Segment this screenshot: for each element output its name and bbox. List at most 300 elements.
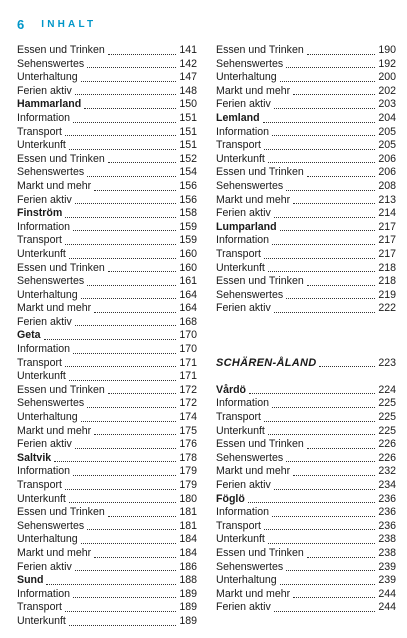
dot-leader xyxy=(69,502,176,503)
dot-leader xyxy=(264,149,375,150)
toc-entry[interactable] xyxy=(17,58,197,72)
toc-entry-label: Sehenswertes xyxy=(17,166,85,179)
toc-entry-page: 148 xyxy=(179,84,197,97)
dot-leader xyxy=(280,584,376,585)
toc-entry[interactable] xyxy=(216,506,396,520)
toc-entry-page: 142 xyxy=(179,57,197,70)
toc-entry-label: Unterkunft xyxy=(216,152,265,165)
toc-entry-page: 159 xyxy=(179,234,197,247)
dot-leader xyxy=(65,611,176,612)
dot-leader xyxy=(264,258,375,259)
toc-entry-page: 156 xyxy=(179,193,197,206)
dot-leader xyxy=(272,516,375,517)
toc-entry-page: 156 xyxy=(179,179,197,192)
toc-entry-label: Vårdö xyxy=(216,383,247,396)
dot-leader xyxy=(263,122,376,123)
toc-entry-label: Sehenswertes xyxy=(216,57,284,70)
toc-entry-page: 178 xyxy=(179,451,197,464)
toc-section-entry[interactable] xyxy=(216,493,396,507)
toc-entry-label: Information xyxy=(216,506,269,519)
dot-leader xyxy=(75,203,177,204)
toc-entry-label: Sehenswertes xyxy=(216,560,284,573)
toc-entry[interactable] xyxy=(17,547,197,561)
toc-entry-label: Essen und Trinken xyxy=(17,152,105,165)
dot-leader xyxy=(94,190,176,191)
dot-leader xyxy=(87,285,176,286)
dot-leader xyxy=(264,421,375,422)
toc-entry[interactable] xyxy=(17,248,197,262)
toc-entry-label: Unterhaltung xyxy=(216,71,277,84)
toc-left-column xyxy=(17,44,197,629)
toc-entry-page: 168 xyxy=(179,315,197,328)
toc-entry-label: Ferien aktiv xyxy=(17,315,72,328)
toc-entry-label: Geta xyxy=(17,329,41,342)
dot-leader xyxy=(65,244,176,245)
dot-leader xyxy=(272,135,375,136)
toc-entry-page: 172 xyxy=(179,397,197,410)
toc-entry[interactable] xyxy=(17,262,197,276)
toc-entry-page: 171 xyxy=(179,370,197,383)
dot-leader xyxy=(286,190,375,191)
toc-entry-page: 214 xyxy=(378,207,396,220)
toc-entry[interactable] xyxy=(17,520,197,534)
dot-leader xyxy=(280,230,376,231)
dot-leader xyxy=(73,353,176,354)
toc-entry[interactable] xyxy=(216,574,396,588)
toc-entry-label: Transport xyxy=(216,519,261,532)
toc-entry-label: Information xyxy=(17,111,70,124)
toc-entry-page: 218 xyxy=(378,275,396,288)
toc-entry-page: 213 xyxy=(378,193,396,206)
page-header xyxy=(17,14,96,34)
toc-entry[interactable] xyxy=(17,438,197,452)
toc-spacer xyxy=(216,329,396,343)
toc-entry[interactable] xyxy=(17,112,197,126)
toc-entry-label: Essen und Trinken xyxy=(216,166,304,179)
toc-entry-page: 218 xyxy=(378,261,396,274)
page-title: INHALT xyxy=(41,18,97,30)
toc-entry-page: 239 xyxy=(378,574,396,587)
dot-leader xyxy=(108,54,177,55)
toc-entry-page: 160 xyxy=(179,247,197,260)
toc-entry-label: Ferien aktiv xyxy=(216,98,271,111)
toc-entry[interactable] xyxy=(216,139,396,153)
toc-entry[interactable] xyxy=(17,343,197,357)
toc-entry-label: Information xyxy=(17,343,70,356)
toc-entry-page: 223 xyxy=(378,356,396,369)
toc-entry[interactable] xyxy=(17,289,197,303)
toc-entry-label: Transport xyxy=(17,234,62,247)
toc-entry-label: Markt und mehr xyxy=(216,587,291,600)
toc-entry-page: 180 xyxy=(179,492,197,505)
toc-entry-page: 189 xyxy=(179,614,197,627)
toc-section-entry[interactable] xyxy=(17,574,197,588)
toc-entry[interactable] xyxy=(216,126,396,140)
toc-entry-label: Unterhaltung xyxy=(17,533,78,546)
toc-entry[interactable] xyxy=(216,234,396,248)
toc-entry-page: 222 xyxy=(378,302,396,315)
toc-entry[interactable] xyxy=(216,465,396,479)
toc-entry-page: 205 xyxy=(378,139,396,152)
dot-leader xyxy=(108,516,177,517)
dot-leader xyxy=(249,393,375,394)
toc-entry-page: 224 xyxy=(378,383,396,396)
toc-entry-label: Ferien aktiv xyxy=(17,438,72,451)
dot-leader xyxy=(65,217,176,218)
toc-entry[interactable] xyxy=(216,520,396,534)
toc-entry-page: 205 xyxy=(378,125,396,138)
dot-leader xyxy=(248,502,375,503)
toc-entry-label: Unterkunft xyxy=(17,492,66,505)
dot-leader xyxy=(264,529,375,530)
dot-leader xyxy=(44,339,177,340)
dot-leader xyxy=(87,407,176,408)
toc-entry-label: Unterhaltung xyxy=(17,288,78,301)
toc-entry-label: Ferien aktiv xyxy=(216,207,271,220)
toc-entry-label: Lumparland xyxy=(216,220,277,233)
dot-leader xyxy=(73,475,176,476)
toc-entry[interactable] xyxy=(17,166,197,180)
toc-entry-page: 184 xyxy=(179,533,197,546)
toc-entry-page: 160 xyxy=(179,261,197,274)
toc-entry[interactable] xyxy=(17,588,197,602)
toc-entry-page: 147 xyxy=(179,71,197,84)
dot-leader xyxy=(69,258,176,259)
dot-leader xyxy=(286,67,375,68)
dot-leader xyxy=(108,271,177,272)
toc-entry-label: Markt und mehr xyxy=(17,424,92,437)
toc-entry-page: 225 xyxy=(378,411,396,424)
toc-entry-page: 232 xyxy=(378,465,396,478)
toc-entry-page: 181 xyxy=(179,506,197,519)
dot-leader xyxy=(293,203,375,204)
dot-leader xyxy=(69,625,176,626)
dot-leader xyxy=(87,67,176,68)
toc-entry[interactable] xyxy=(216,207,396,221)
toc-entry[interactable] xyxy=(216,302,396,316)
toc-entry[interactable] xyxy=(216,194,396,208)
toc-entry[interactable] xyxy=(17,425,197,439)
toc-entry[interactable] xyxy=(17,221,197,235)
dot-leader xyxy=(75,94,177,95)
dot-leader xyxy=(268,271,375,272)
dot-leader xyxy=(75,448,177,449)
dot-leader xyxy=(286,298,375,299)
dot-leader xyxy=(274,312,376,313)
toc-entry-label: Essen und Trinken xyxy=(216,44,304,56)
toc-entry-page: 217 xyxy=(378,234,396,247)
toc-entry[interactable] xyxy=(17,71,197,85)
toc-entry-page: 236 xyxy=(378,506,396,519)
toc-section-entry[interactable] xyxy=(216,221,396,235)
dot-leader xyxy=(94,557,176,558)
toc-entry-label: Ferien aktiv xyxy=(17,193,72,206)
dot-leader xyxy=(293,94,375,95)
dot-leader xyxy=(87,176,176,177)
dot-leader xyxy=(65,366,176,367)
toc-entry-label: Ferien aktiv xyxy=(216,601,271,614)
toc-entry-page: 226 xyxy=(378,451,396,464)
toc-entry-page: 172 xyxy=(179,383,197,396)
toc-entry-page: 164 xyxy=(179,302,197,315)
toc-entry-label: Ferien aktiv xyxy=(216,479,271,491)
toc-entry-label: Essen und Trinken xyxy=(17,261,105,274)
toc-entry[interactable] xyxy=(216,533,396,547)
toc-entry[interactable] xyxy=(17,493,197,507)
dot-leader xyxy=(94,434,176,435)
toc-entry[interactable] xyxy=(216,452,396,466)
toc-entry[interactable] xyxy=(216,547,396,561)
toc-entry-page: 184 xyxy=(179,546,197,559)
toc-entry-page: 200 xyxy=(378,71,396,84)
toc-entry[interactable] xyxy=(17,615,197,629)
toc-entry-page: 204 xyxy=(378,111,396,124)
toc-entry[interactable] xyxy=(17,533,197,547)
toc-entry-page: 234 xyxy=(378,479,396,491)
toc-entry-label: Unterkunft xyxy=(17,370,66,383)
toc-entry-label: Information xyxy=(216,234,269,247)
toc-entry-label: Sehenswertes xyxy=(17,397,85,410)
toc-entry[interactable] xyxy=(216,561,396,575)
toc-spacer xyxy=(216,370,396,384)
toc-entry[interactable] xyxy=(17,139,197,153)
dot-leader xyxy=(81,298,177,299)
dot-leader xyxy=(81,543,177,544)
toc-entry-label: Transport xyxy=(216,247,261,260)
toc-entry-page: 206 xyxy=(378,152,396,165)
toc-entry-label: Lemland xyxy=(216,111,260,124)
toc-entry[interactable] xyxy=(216,289,396,303)
toc-entry-label: Information xyxy=(17,220,70,233)
toc-entry-page: 219 xyxy=(378,288,396,301)
toc-entry[interactable] xyxy=(216,44,396,58)
toc-entry[interactable] xyxy=(17,465,197,479)
toc-entry-page: 164 xyxy=(179,288,197,301)
toc-section-entry[interactable] xyxy=(17,207,197,221)
toc-entry[interactable] xyxy=(216,411,396,425)
toc-entry[interactable] xyxy=(17,153,197,167)
dot-leader xyxy=(46,584,176,585)
toc-entry-label: Unterkunft xyxy=(17,139,66,152)
dot-leader xyxy=(81,81,177,82)
toc-entry[interactable] xyxy=(216,588,396,602)
toc-entry-label: Sehenswertes xyxy=(17,519,85,532)
dot-leader xyxy=(73,122,176,123)
toc-entry[interactable] xyxy=(216,153,396,167)
toc-entry[interactable] xyxy=(17,601,197,615)
toc-entry-label: Essen und Trinken xyxy=(216,275,304,288)
toc-entry-page: 186 xyxy=(179,560,197,573)
toc-entry[interactable] xyxy=(17,126,197,140)
toc-entry-label: Finström xyxy=(17,207,63,220)
dot-leader xyxy=(54,461,176,462)
toc-entry-label: Markt und mehr xyxy=(216,193,291,206)
toc-entry-label: Markt und mehr xyxy=(216,84,291,97)
toc-entry[interactable] xyxy=(17,316,197,330)
toc-entry-label: Information xyxy=(216,125,269,138)
dot-leader xyxy=(75,570,177,571)
toc-entry-page: 189 xyxy=(179,601,197,614)
dot-leader xyxy=(307,176,376,177)
toc-entry-label: Föglö xyxy=(216,492,245,505)
toc-entry[interactable] xyxy=(17,561,197,575)
dot-leader xyxy=(293,597,375,598)
dot-leader xyxy=(319,366,375,367)
toc-entry[interactable] xyxy=(17,234,197,248)
toc-entry-label: Markt und mehr xyxy=(17,546,92,559)
toc-section-entry[interactable] xyxy=(17,98,197,112)
toc-entry-label: Unterkunft xyxy=(17,614,66,627)
toc-entry-label: SCHÄREN-ÅLAND xyxy=(216,356,317,369)
toc-entry-page: 225 xyxy=(378,424,396,437)
toc-entry-label: Sehenswertes xyxy=(17,57,85,70)
toc-entry-label: Transport xyxy=(17,356,62,369)
toc-entry-page: 141 xyxy=(179,44,197,56)
toc-entry-label: Sehenswertes xyxy=(216,179,284,192)
dot-leader xyxy=(94,312,176,313)
toc-entry[interactable] xyxy=(216,601,396,615)
toc-section-entry[interactable] xyxy=(17,452,197,466)
dot-leader xyxy=(280,81,376,82)
toc-entry[interactable] xyxy=(216,479,396,493)
toc-section-entry[interactable] xyxy=(216,112,396,126)
toc-entry-label: Essen und Trinken xyxy=(216,438,304,451)
dot-leader xyxy=(272,407,375,408)
toc-entry-page: 202 xyxy=(378,84,396,97)
toc-entry-label: Transport xyxy=(216,139,261,152)
toc-entry-page: 181 xyxy=(179,519,197,532)
dot-leader xyxy=(108,393,177,394)
toc-entry[interactable] xyxy=(17,370,197,384)
toc-entry-page: 158 xyxy=(179,207,197,220)
toc-entry-page: 238 xyxy=(378,533,396,546)
toc-entry[interactable] xyxy=(17,384,197,398)
dot-leader xyxy=(293,475,375,476)
toc-entry-page: 236 xyxy=(378,492,396,505)
dot-leader xyxy=(307,54,376,55)
dot-leader xyxy=(274,108,376,109)
toc-entry-page: 203 xyxy=(378,98,396,111)
toc-entry-label: Ferien aktiv xyxy=(17,84,72,97)
page-number: 6 xyxy=(17,16,25,32)
toc-entry-label: Transport xyxy=(17,125,62,138)
toc-entry-page: 159 xyxy=(179,220,197,233)
toc-entry-label: Information xyxy=(17,587,70,600)
toc-entry-label: Unterkunft xyxy=(216,533,265,546)
toc-entry[interactable] xyxy=(17,194,197,208)
toc-entry-page: 174 xyxy=(179,411,197,424)
toc-entry[interactable] xyxy=(216,180,396,194)
dot-leader xyxy=(272,244,375,245)
toc-entry-page: 189 xyxy=(179,587,197,600)
toc-section-entry[interactable] xyxy=(216,384,396,398)
dot-leader xyxy=(108,162,177,163)
toc-entry-label: Essen und Trinken xyxy=(17,506,105,519)
toc-entry-label: Ferien aktiv xyxy=(17,560,72,573)
toc-entry-page: 244 xyxy=(378,587,396,600)
dot-leader xyxy=(274,217,376,218)
toc-entry-page: 151 xyxy=(179,139,197,152)
toc-entry[interactable] xyxy=(17,479,197,493)
toc-entry-page: 175 xyxy=(179,424,197,437)
toc-entry[interactable] xyxy=(17,44,197,58)
toc-entry-page: 238 xyxy=(378,546,396,559)
toc-entry-page: 236 xyxy=(378,519,396,532)
toc-entry-page: 170 xyxy=(179,343,197,356)
toc-entry[interactable] xyxy=(216,262,396,276)
dot-leader xyxy=(75,325,177,326)
toc-section-entry[interactable] xyxy=(17,329,197,343)
dot-leader xyxy=(81,421,177,422)
toc-entry[interactable] xyxy=(216,275,396,289)
toc-entry-label: Unterkunft xyxy=(17,247,66,260)
toc-entry[interactable] xyxy=(17,85,197,99)
toc-entry[interactable] xyxy=(17,397,197,411)
toc-entry-page: 179 xyxy=(179,465,197,478)
toc-entry-label: Sehenswertes xyxy=(216,451,284,464)
toc-entry[interactable] xyxy=(17,357,197,371)
toc-entry-page: 154 xyxy=(179,166,197,179)
dot-leader xyxy=(274,611,376,612)
toc-entry[interactable] xyxy=(17,411,197,425)
dot-leader xyxy=(65,489,176,490)
toc-entry-label: Essen und Trinken xyxy=(17,383,105,396)
toc-entry[interactable] xyxy=(216,166,396,180)
toc-entry[interactable] xyxy=(216,425,396,439)
toc-entry[interactable] xyxy=(216,438,396,452)
toc-entry-label: Essen und Trinken xyxy=(17,44,105,56)
dot-leader xyxy=(69,149,176,150)
toc-entry-label: Transport xyxy=(216,411,261,424)
toc-entry-label: Unterhaltung xyxy=(17,71,78,84)
toc-entry[interactable] xyxy=(17,275,197,289)
toc-entry-label: Markt und mehr xyxy=(17,302,92,315)
dot-leader xyxy=(73,230,176,231)
toc-entry[interactable] xyxy=(216,58,396,72)
toc-entry-label: Transport xyxy=(17,601,62,614)
toc-entry[interactable] xyxy=(17,506,197,520)
toc-chapter-entry[interactable] xyxy=(216,357,396,371)
toc-entry-page: 239 xyxy=(378,560,396,573)
dot-leader xyxy=(307,285,376,286)
toc-entry-page: 161 xyxy=(179,275,197,288)
dot-leader xyxy=(69,380,176,381)
toc-entry-page: 206 xyxy=(378,166,396,179)
toc-entry[interactable] xyxy=(216,71,396,85)
dot-leader xyxy=(286,570,375,571)
toc-entry[interactable] xyxy=(216,98,396,112)
toc-entry-label: Information xyxy=(17,465,70,478)
toc-entry[interactable] xyxy=(17,180,197,194)
toc-entry-page: 226 xyxy=(378,438,396,451)
toc-entry-page: 188 xyxy=(179,574,197,587)
dot-leader xyxy=(84,108,176,109)
toc-entry-label: Information xyxy=(216,397,269,410)
toc-entry-label: Hammarland xyxy=(17,98,82,111)
toc-entry-label: Unterhaltung xyxy=(17,411,78,424)
toc-entry[interactable] xyxy=(17,302,197,316)
toc-entry-page: 176 xyxy=(179,438,197,451)
toc-right-column xyxy=(216,44,396,615)
toc-entry-page: 150 xyxy=(179,98,197,111)
toc-entry[interactable] xyxy=(216,397,396,411)
toc-spacer xyxy=(216,316,396,330)
toc-entry-page: 192 xyxy=(378,57,396,70)
toc-entry-label: Essen und Trinken xyxy=(216,546,304,559)
toc-entry[interactable] xyxy=(216,248,396,262)
toc-entry[interactable] xyxy=(216,85,396,99)
toc-entry-label: Unterkunft xyxy=(216,261,265,274)
